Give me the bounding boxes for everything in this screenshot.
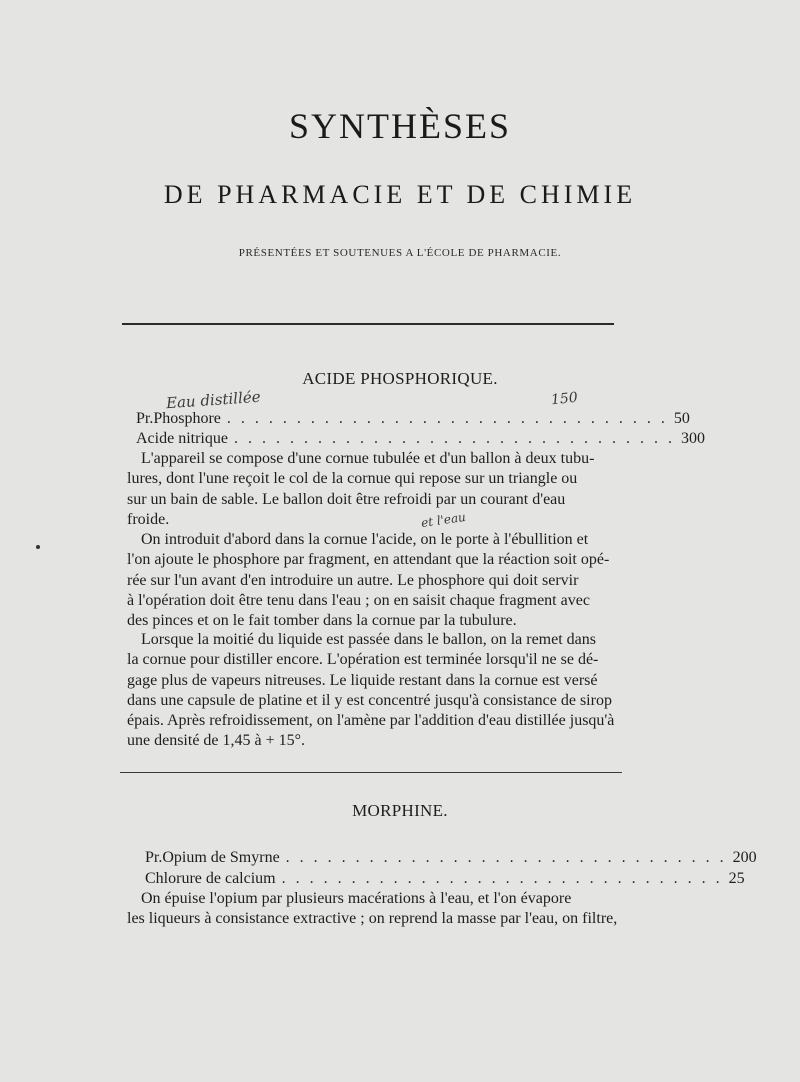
text-line: Lorsque la moitié du liquide est passée dans le ballon, on la remet dans — [141, 631, 596, 648]
text-line: une densité de 1,45 à + 15°. — [127, 732, 306, 750]
ingredient-row — [136, 410, 690, 428]
presented-line: PRÉSENTÉES ET SOUTENUES A L'ÉCOLE DE PHARMACIE. — [238, 247, 562, 259]
handwritten-insert: et l'eau — [420, 509, 467, 531]
page-title: SYNTHÈSES — [288, 106, 512, 146]
text-line: l'on ajoute le phosphore par fragment, en attendant que la réaction soit opé- — [127, 551, 610, 569]
text-line: à l'opération doit être tenu dans l'eau ; on en saisit chaque fragment avec — [127, 591, 590, 609]
leader-dots: . . . . . . . . . . . . . . . . . . . . . . . . . . . . . . . . — [226, 410, 668, 427]
ingredient-name: Phosphore — [153, 410, 221, 427]
text-line: épais. Après refroidissement, on l'amène par l'addition d'eau distillée jusqu'à — [127, 712, 615, 730]
ingredient-qty: 200 — [732, 849, 757, 866]
ingredient-prefix: Pr. — [145, 849, 163, 866]
text-line: lures, dont l'une reçoit le col de la cornue qui repose sur un triangle ou — [127, 470, 578, 488]
text-line: rée sur l'un avant d'en introduire un autre. Le phosphore qui doit servir — [127, 571, 579, 589]
text-line: L'appareil se compose d'une cornue tubulée et d'un ballon à deux tubu- — [141, 450, 595, 467]
ingredient-prefix: Pr. — [136, 410, 154, 427]
handwritten-quantity: 150 — [550, 389, 579, 409]
paragraph-apparatus — [127, 449, 623, 530]
section-heading-morphine: MORPHINE. — [352, 801, 448, 820]
ingredient-qty: 25 — [728, 870, 745, 887]
margin-dot — [36, 545, 40, 549]
page-subtitle: DE PHARMACIE ET DE CHIMIE — [163, 180, 637, 209]
paragraph-morphine — [127, 889, 623, 930]
text-line: la cornue pour distiller encore. L'opération est terminée lorsqu'il ne se dé- — [127, 651, 599, 669]
leader-dots: . . . . . . . . . . . . . . . . . . . . . . . . . . . . . . . . — [233, 430, 675, 447]
section-heading-acide: ACIDE PHOSPHORIQUE. — [302, 369, 498, 388]
text-line: froide. — [127, 510, 170, 528]
paragraph-procedure — [127, 530, 623, 631]
text-line: gage plus de vapeurs nitreuses. Le liquide restant dans la cornue est versé — [127, 671, 598, 689]
ingredient-row — [145, 849, 757, 867]
ingredient-qty: 300 — [680, 430, 705, 447]
text-line: les liqueurs à consistance extractive ; on reprend la masse par l'eau, on filtre, — [127, 910, 618, 928]
section-divider — [122, 323, 614, 325]
section-divider — [120, 772, 622, 773]
handwritten-note: Eau distillée — [165, 387, 262, 413]
ingredient-name: Opium de Smyrne — [162, 849, 280, 866]
paragraph-distillation — [127, 630, 623, 752]
ingredient-row — [136, 430, 705, 448]
ingredient-name: Acide nitrique — [136, 430, 228, 447]
text-line: sur un bain de sable. Le ballon doit être refroidi par un courant d'eau — [127, 490, 566, 508]
ingredient-qty: 50 — [673, 410, 690, 427]
text-line: On épuise l'opium par plusieurs macérations à l'eau, et l'on évapore — [141, 890, 572, 907]
text-line: dans une capsule de platine et il y est concentré jusqu'à consistance de sirop — [127, 691, 612, 709]
leader-dots: . . . . . . . . . . . . . . . . . . . . . . . . . . . . . . . . — [285, 849, 727, 866]
ingredient-row — [145, 870, 745, 888]
leader-dots: . . . . . . . . . . . . . . . . . . . . . . . . . . . . . . . . — [281, 870, 723, 887]
ingredient-name: Chlorure de calcium — [145, 870, 276, 887]
text-line: des pinces et on le fait tomber dans la cornue par la tubulure. — [127, 612, 517, 630]
text-line: On introduit d'abord dans la cornue l'acide, on le porte à l'ébullition et — [141, 531, 589, 548]
